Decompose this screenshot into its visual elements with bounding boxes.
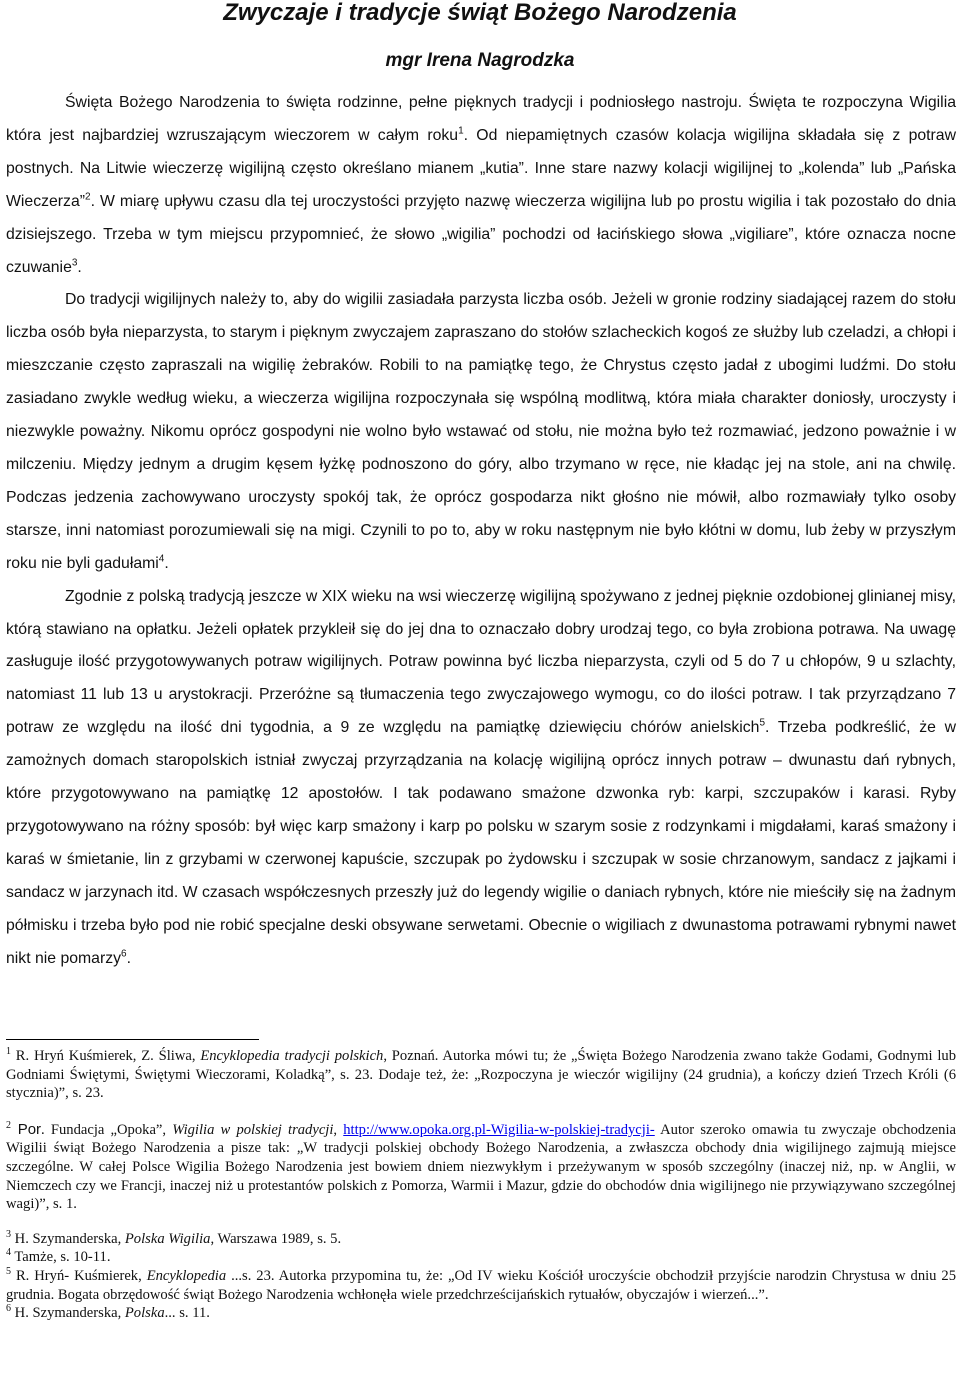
footnote-text: ...s. 23. Autorka przypomina tu, że: „Od IV wieku Kościół uroczyście obchodził przyjście narodzin Chrystusa w dniu 25 grudnia. Bogata obrzędowość świąt Bożego Narodzenia wchłonęła wiele przedchrześcijańskich rytuałów, obyczajów i wierzeń...”. <box>6 1267 956 1303</box>
footnote-ref-4[interactable]: 4 <box>158 553 165 565</box>
footnote-number: 3 <box>6 1228 11 1240</box>
footnote-text: . Fundacja „Opoka”, <box>41 1121 173 1138</box>
footnote-3 <box>6 1230 956 1249</box>
footnote-number: 1 <box>6 1046 11 1058</box>
footnote-1 <box>6 1047 956 1103</box>
footnote-2 <box>6 1121 956 1214</box>
paragraph-text: Święta Bożego Narodzenia to święta rodzinne, pełne pięknych tradycji i podniosłego nastroju. Święta te rozpoczyna Wigilia która jest najbardziej wzruszającym wieczorem w całym roku <box>6 94 956 144</box>
footnote-text: , <box>333 1121 344 1138</box>
paragraph-1 <box>6 87 956 284</box>
footnote-text: , Warszawa 1989, s. 5. <box>210 1230 342 1247</box>
footnote-title: Encyklopedia <box>146 1267 227 1284</box>
footnote-title: Wigilia w polskiej tradycji <box>172 1121 334 1138</box>
footnote-title: Polska Wigilia <box>124 1230 211 1247</box>
footnote-4 <box>6 1248 956 1267</box>
footnote-text: R. Hryń- Kuśmierek, <box>11 1267 147 1284</box>
paragraph-2 <box>6 284 956 580</box>
paragraph-3 <box>6 581 956 976</box>
paragraph-text: . <box>126 949 131 967</box>
footnote-ref-1[interactable]: 1 <box>458 125 464 137</box>
footnote-text: H. Szymanderska, <box>11 1230 125 1247</box>
footnote-number: 5 <box>6 1266 11 1278</box>
paragraph-text: . <box>77 258 82 276</box>
footnote-link[interactable]: http://www.opoka.org.pl-Wigilia-w-polskiej-tradycji- <box>343 1121 655 1138</box>
footnote-text: ... s. 11. <box>164 1305 210 1322</box>
footnote-number: 2 <box>6 1119 11 1131</box>
document-body <box>6 87 956 975</box>
footnote-text: H. Szymanderska, <box>11 1305 125 1322</box>
footnote-6 <box>6 1304 956 1323</box>
paragraph-text: . Trzeba podkreślić, że w zamożnych domach staropolskich istniał zwyczaj przyrządzania na kolację wigilijną oprócz innych potraw – dwunastu dań rybnych, które przygotowywano na pamiątkę 12 apostołów. I tak podawano smażone dzwonka ryb: karpi, szczupaków i karasi. Ryby przygotowywano na różny sposób: był więc karp smażony i karp po polsku w szarym sosie z rodzynkami i migdałami, karaś smażony i karaś w śmietanie, lin z grzybami w czerwonej kapuście, szczupak po żydowsku i szczupak w sosie chrzanowym, sandacz z jajkami i sandacz w jarzynach itd. W czasach współczesnych przeszły już do legendy wigilie o daniach rybnych, które nie mieściły się na żadnym półmisku i trzeba było pod nie robić specjalne deski obsywane serwetami. Obecnie o wigiliach z dwunastoma potrawami rybnymi nawet nikt nie pomarzy <box>6 719 956 967</box>
footnote-number: 6 <box>6 1303 11 1315</box>
footnote-ref-6[interactable]: 6 <box>121 948 127 960</box>
footnote-5 <box>6 1267 956 1304</box>
paragraph-text: Do tradycji wigilijnych należy to, aby do wigilii zasiadała parzysta liczba osób. Jeżeli w gronie rodziny siadającej razem do stołu liczba osób była nieparzysta, to starym i pięknym zwyczajem zapraszano do stołów szlacheckich kogoś ze służby lub czeladzi, a chłopi i mieszczanie często zapraszali na wigilię żebraków. Robili to na pamiątkę tego, że Chrystus często jadał z ubogimi ludźmi. Do stołu zasiadano zwykle według wieku, a wieczerza wigilijna rozpoczynała się wspólną modlitwą, która miała charakter doniosły, uroczysty i niezwykle poważny. Nikomu oprócz gospodyni nie wolno było wstawać od stołu, nie można było też rozmawiać, jedzono poważnie i w milczeniu. Między jednym a drugim kęsem łyżkę podnoszono do góry, albo trzymano w ręce, nie kładąc jej na stole, ani na chwilę. Podczas jedzenia zachowywano uroczysty spokój tak, że oprócz gospodarza nikt głośno nie mówił, albo rozmawiały tylko osoby starsze, inni natomiast porozumiewali się na migi. Czynili to po to, aby w roku następnym nie było kłótni w domu, lub żeby w przyszłym roku nie byli gadułami <box>6 291 956 572</box>
paragraph-text: . W miarę upływu czasu dla tej uroczystości przyjęto nazwę wieczerza wigilijna lub po prostu wigilia i tak pozostało do dnia dzisiejszego. Trzeba w tym miejscu przypomnieć, że słowo „wigilia” pochodzi od łacińskiego słowa „vigiliare”, które oznacza nocne czuwanie <box>6 192 956 276</box>
footnote-text: Autor szeroko omawia tu zwyczaje obchodzenia Wigilii świąt Bożego Narodzenia a pisze tak: „W tradycji polskiej obchody Bożego Narodzenia, a zwłaszcza obchody dnia wigilijnego zajmują miejsce szczególne. W całej Polsce Wigilia Bożego Narodzenia jest bowiem dniem niezwykłym i przeżywanym w sposób szczególny (inaczej niż, np. w Anglii, w Niemczech czy we Francji, inaczej niż u protestantów polskich z Pomorza, Warmii i Mazur, gdzie do obchodów dnia wigilijnego nie przywiązywano szczególnej wagi)”, s. 1. <box>6 1121 956 1213</box>
footnote-ref-5[interactable]: 5 <box>759 717 766 729</box>
paragraph-text: . <box>164 554 169 572</box>
paragraph-text: . Od niepamiętnych czasów kolacja wigilijna składała się z potraw postnych. Na Litwie wieczerzę wigilijną często określano mianem „kutia”. Inne stare nazwy kolacji wigilijnej to „kolenda” lub „Pańska Wieczerza” <box>6 126 956 210</box>
footnote-ref-2[interactable]: 2 <box>85 191 91 203</box>
document-author: mgr Irena Nagrodzka <box>385 50 575 71</box>
footnote-separator <box>6 1039 259 1040</box>
footnote-title: Polska <box>124 1305 165 1322</box>
footnote-number: 4 <box>6 1247 11 1259</box>
footnote-text: , Poznań. Autorka mówi tu; że „Święta Bożego Narodzenia zwano także Godami, Godnymi lub Godniami Świętymi, Świętymi Wieczorami, Koladką”, s. 23. Dodaje też, że: „Rozpoczyna je wieczór wigilijny (24 grudnia), a kończy dzień Trzech Króli (6 stycznia)”, s. 23. <box>6 1048 956 1102</box>
footnote-text: Tamże, s. 10-11. <box>11 1249 111 1266</box>
footnote-ref-3[interactable]: 3 <box>71 257 78 269</box>
footnote-text: R. Hryń Kuśmierek, Z. Śliwa, <box>11 1048 201 1064</box>
paragraph-text: Zgodnie z polską tradycją jeszcze w XIX wieku na wsi wieczerzę wigilijną spożywano z jednej pięknie ozdobionej glinianej misy, którą stawiano na opłatku. Jeżeli opłatek przykleił się do jej dna to oznaczało dobry urodzaj tego, co była zrobiona potrawa. Na uwagę zasługuje ilość przygotowywanych potraw wigilijnych. Potraw powinna być liczba nieparzysta, czyli od 5 do 7 u chłopów, 9 u szlachty, natomiast 11 lub 13 u arystokracji. Przeróżne są tłumaczenia tego zwyczajowego wymogu, co do ilości potraw. I tak przyrządzano 7 potraw ze względu na ilość dni tygodnia, a 9 ze względu na pamiątkę dziewięciu chórów anielskich <box>6 587 956 737</box>
footnotes <box>6 1047 956 1323</box>
footnote-title: Encyklopedia tradycji polskich <box>200 1048 384 1064</box>
footnote-text: Por <box>11 1120 42 1138</box>
document-title: Zwyczaje i tradycje świąt Bożego Narodzenia <box>223 0 737 26</box>
